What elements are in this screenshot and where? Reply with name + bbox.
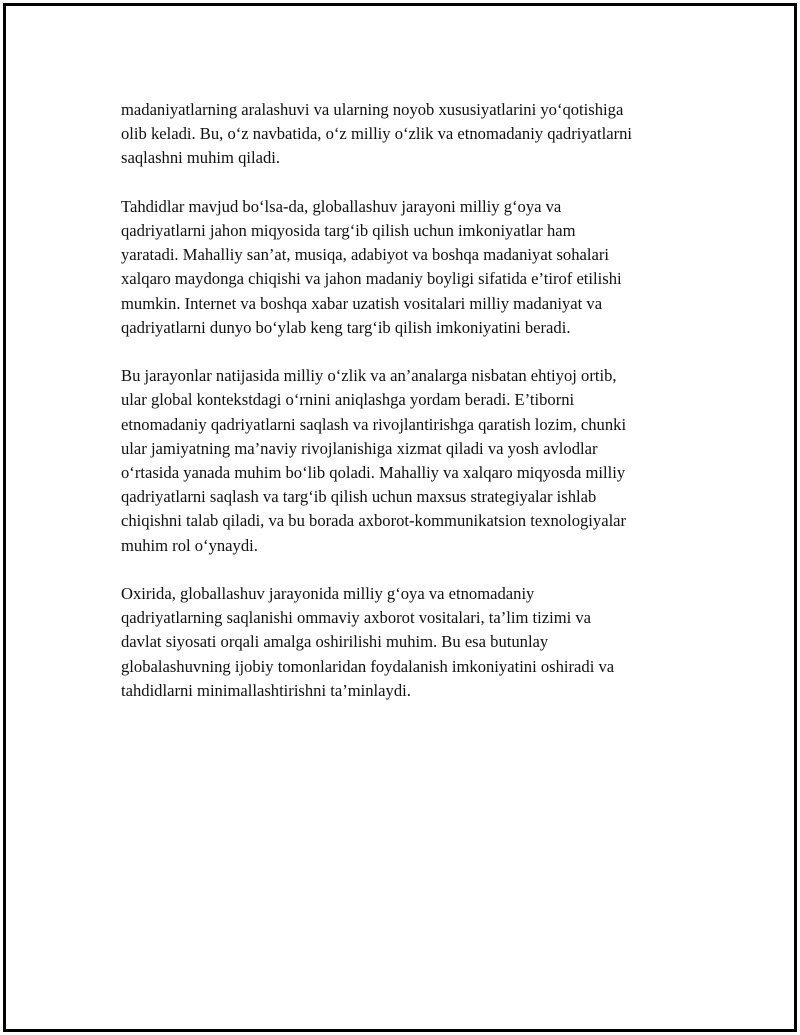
page-border (3, 3, 797, 1032)
document-body (121, 98, 701, 727)
paragraph-3: Bu jarayonlar natijasida milliy o‘zlik va an’analarga nisbatan ehtiyoj ortib, ular global kontekstdagi o‘rnini aniqlashga yordam beradi. E’tiborni etnomadaniy qadriyatlarni saqlash va rivojlantirishga qaratish lozim, chunki ular jamiyatning ma’naviy rivojlanishiga xizmat qiladi va yosh avlodlar o‘rtasida yanada muhim bo‘lib qoladi. Mahalliy va xalqaro miqyosda milliy qadriyatlarni saqlash va targ‘ib qilish uchun maxsus strategiyalar ishlab chiqishni talab qiladi, va bu borada axborot-kommunikatsion texnologiyalar muhim rol o‘ynaydi. (121, 366, 627, 555)
paragraph-2: Tahdidlar mavjud bo‘lsa-da, globallashuv jarayoni milliy g‘oya va qadriyatlarni jahon miqyosida targ‘ib qilish uchun imkoniyatlar ham yaratadi. Mahalliy san’at, musiqa, adabiyot va boshqa madaniyat sohalari xalqaro maydonga chiqishi va jahon madaniy boyligi sifatida e’tirof etilishi mumkin. Internet va boshqa xabar uzatish vositalari milliy madaniyat va qadriyatlarni dunyo bo‘ylab keng targ‘ib qilish imkoniyatini beradi. (121, 196, 622, 337)
paragraph-4: Oxirida, globallashuv jarayonida milliy g‘oya va etnomadaniy qadriyatlarning saqlanishi ommaviy axborot vositalari, ta’lim tizimi va davlat siyosati orqali amalga oshirilishi muhim. Bu esa butunlay globalashuvning ijobiy tomonlaridan foydalanish imkoniyatini oshiradi va tahdidlarni minimallashtirishni ta’minlaydi. (121, 584, 615, 700)
paragraph-1: madaniyatlarning aralashuvi va ularning noyob xususiyatlarini yo‘qotishiga olib keladi. Bu, o‘z navbatida, o‘z milliy o‘zlik va etnomadaniy qadriyatlarni saqlashni muhim qiladi. (121, 100, 633, 168)
